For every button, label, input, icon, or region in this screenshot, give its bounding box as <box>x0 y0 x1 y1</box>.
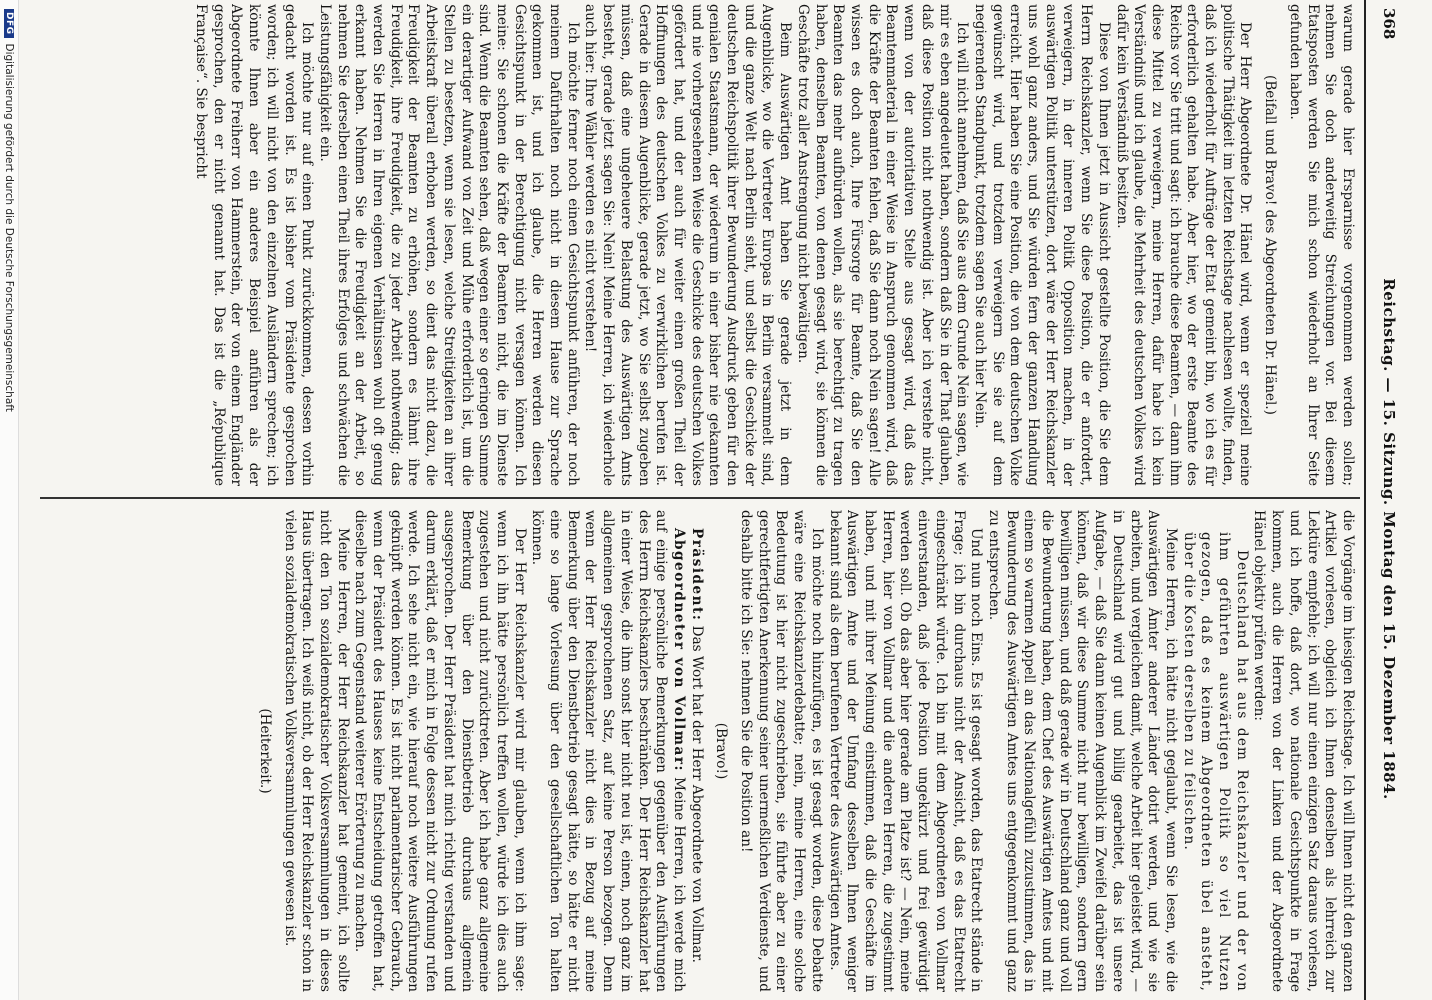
dfg-logo: DFG <box>4 9 14 38</box>
page-header <box>1368 0 1398 1000</box>
paragraph: Der Herr Reichskanzler wird mir glauben, wenn ich ihm sage: wenn ich ihn hätte persönlich treffen wollen, würde ich dies auch zugestehen und nicht zurücktreten. Aber ich habe ganz allgemeine Bemerkung über den Dienstbetrieb durchaus allgemein ausgesprochen. Der Herr Präsident hat mich richtig verstanden und darum erklärt, daß er mich in Folge dessen nicht zur Ordnung rufen werde. Ich sehe nicht ein, wie hierauf noch weitere Ausführungen geknüpft werden können. Es ist nicht parlamentarischer Gebrauch, wenn der Präsident des Hauses keine Entscheidung getroffen hat, dieselbe nach zum Gegenstand weiterer Erörterung zu machen. <box>352 510 528 992</box>
stage-direction: (Heiterkeit.) <box>256 708 273 794</box>
header-rule <box>1364 0 1366 1000</box>
paragraph: Diese von Ihnen jetzt in Aussicht gestellte Position, die Sie dem Herrn Reichskanzler, wenn Sie diese Position, die er anfordert, verweigern, in der inneren Politik Opposition machen, in der auswärtigen Politik unterstützen, dort wäre der Herr Reichskanzler uns wohl ganz anders, und Sie würden fern der ganzen Handlung erreicht. Hier haben Sie eine Position, die von dem deutschen Volke gewünscht wird, und trotzdem verweigern Sie sie auf dem negierenden Standpunkt, trotzdem sagen Sie auch hier Nein. <box>971 4 1112 486</box>
speech-text: Meine Herren, ich werde mich auf einige persönliche Bemerkungen gegenüber den Ausführungen des Herrn Reichskanzlers beschränken. Der Herr Reichskanzler hat in einer Weise, die ihm sonst hier nicht neu ist, einen, noch ganz im allgemeinen gesprochenen Satz, auf keine Person bezogen. Denn wenn der Herr Reichskanzler nicht dies in Bezug auf meine Bemerkung über den Dienstbetrieb gesagt hätte, so hätte er nicht eine so lange Vorlesung über den gesellschaftlichen Ton halten können. <box>529 510 687 992</box>
digitization-credit: Digitalisierung gefördert durch die Deutsche Forschungsgemeinschaft <box>3 43 15 412</box>
stage-direction: (Beifall und Bravo! des Abgeordneten Dr. Hänel.) <box>1262 75 1279 415</box>
paragraph: die Vorgänge im hiesigen Reichstage. Ich will Ihnen nicht den ganzen Artikel vorlesen, obgleich ich Ihnen denselben als lehrreich zur Lektüre empfehle; ich will nur einen einzigen Satz daraus vorlesen, und ich hoffe, daß dort, wo nationale Gesichtspunkte in Frage kommen, auch die Herren von der Linken und der Abgeordnete Hänel objektiv prüfen werden: <box>1251 510 1356 992</box>
page-number: 368 <box>1380 8 1398 40</box>
paragraph: Ich möchte nur auf einen Punkt zurückkommen, dessen vorhin gedacht worden ist. Es ist bisher vom Präsidente gesprochen worden; ich will nicht von den einzelnen Ausländern sprechen; ich könnte Ihnen aber ein anderes Beispiel anführen als der Abgeordnete Freiherr von Hammerstein, der von einem Engländer gesprochen, den er nicht genannt hat. Das ist die „République Française“. Sie bespricht <box>193 4 316 486</box>
paragraph: Ich möchte ferner noch einen Gesichtspunkt anführen, der noch meinem Dafürhalten noch nicht in diesem Hause zur Sprache gekommen ist, und ich glaube, die Herren werden diesen Gesichtspunkt in der Berechtigung nicht versagen können. Ich meine: Sie schonen die Kräfte der Beamten nicht, die im Dienste sind. Wenn die Beamten sehen, daß wegen einer so geringen Summe ein derartiger Aufwand von Zeit und Mühe erforderlich ist, um die Stellen zu besetzen, wenn sie lesen, welche Streitigkeiten an ihrer Arbeitskraft überall erhoben werden, so dient das nicht dazu, die Freudigkeit der Beamten zu erhöhen, sondern es lähmt ihre Freudigkeit, ihre Freudigkeit, die zu jeder Arbeit nothwendig; das werden Sie Herren in Ihren eigenen Verhältnissen wohl oft genug erkannt haben. Nehmen Sie die Freudigkeit an der Arbeit, so nehmen Sie derselben einen Theil ihres Erfolges und schwächen die Leistungsfähigkeit ein. <box>316 4 581 486</box>
speech-text: Das Wort hat der Herr Abgeordnete von Vollmar. <box>688 625 705 963</box>
quotation: Deutschland hat aus dem Reichskanzler und der von ihm geführten auswärtigen Politik so viel Nutzen gezogen, daß es keinem Abgeordneten übel ansteht, über die Kosten derselben zu feilschen. <box>1180 532 1250 992</box>
paragraph: Der Herr Abgeordnete Dr. Hänel wird, wenn er speziell meine politische Thätigkeit im letzten Reichstage nachlesen wollte, finden, daß ich wiederholt für Aufträge der Etat gemeint bin, wo ich es für erforderlich gehalten habe. Aber hier, wo der erste Beamte des Reichs vor Sie tritt und sagt: ich brauche diese Beamten, — dann ihm diese Mittel zu verweigern, meine Herren, dafür habe ich kein Verständniß und ich glaube, die Mehrheit des deutschen Volkes wird dafür kein Verständniß besitzen. <box>1113 4 1254 486</box>
speaker-name: Abgeordneter von Vollmar: <box>670 528 687 773</box>
column-divider <box>40 497 1360 499</box>
paragraph: Ich möchte noch hinzufügen, es ist gesagt worden, diese Debatte wäre eine Reichskanzlerdebatte; nein, meine Herren, eine solche Bedeutung ist hier nicht zugeschrieben, sie führte aber zu einer gerechtfertigten Anerkennung seiner unermeßlichen Verdienste, und deshalb bitte ich Sie: nehmen Sie die Position an! <box>738 510 825 992</box>
speaker-paragraph <box>528 510 687 992</box>
speaker-name: Präsident: <box>688 528 705 622</box>
paragraph: warum gerade hier Ersparnisse vorgenommen werden sollen; nehmen Sie doch anderweitig Streichungen vor. Bei diesem Etatsposten werden Sie mich schon wiederholt an Ihrer Seite gefunden haben. <box>1286 4 1356 486</box>
paragraph: Meine Herren, ich hätte nicht geglaubt, wenn Sie lesen, wie die Auswärtigen Ämter anderer Länder dotirt werden, und wie sie arbeiten, und vergleichen damit, welche Arbeit hier geleistet wird, — in Deutschland wird gut und billig gearbeitet, das ist unsere Aufgabe, — daß Sie dann keinen Augenblick im Zweifel darüber sein können, daß wir diese Summe nicht nur bewilligen, sondern gern bewilligen müssen, und daß gerade wir in Deutschland ganz und voll die Bewunderung haben, dem Chef des Auswärtigen Amtes und mit einem so warmen Appell an das Nationalgefühl zuzustimmen, das in Bewunderung des Auswärtigen Amtes uns entgegenkommt und ganz zu entsprechen. <box>985 510 1179 992</box>
paragraph: Und nun noch Eins. Es ist gesagt worden, das Etatrecht stände in Frage; ich bin durchaus nicht der Ansicht, daß es das Etatrecht eingeschränkt würde. Ich bin mit dem Abgeordneten von Vollmar einverstanden, daß jede Position ungekürzt und frei gewürdigt werden soll. Ob das aber hier gerade am Platze ist? — Nein, meine Herren, hier von Vollmar und die anderen Herren, die zugestimmt haben, und mit ihrer Meinung einstimmen, daß die Geschäfte im Auswärtigen Amte und der Umfang desselben Ihnen weniger bekannt sind als dem berufenen Vertreter des Auswärtigen Amtes. <box>826 510 985 992</box>
digitization-credit-strip <box>0 0 19 1000</box>
stage-direction: (Bravo!) <box>713 722 730 780</box>
rotated-document-page <box>26 0 1406 1000</box>
paragraph: Meine Herren, der Herr Reichskanzler hat gemeint, ich sollte nicht den Ton sozialdemokratischer Volksversammlungen in dieses Haus übertragen. Ich weiß nicht, ob der Herr Reichskanzler schon in vielen sozialdemokratischen Volksversammlungen gewesen ist. <box>281 510 351 992</box>
running-title: Reichstag. — 15. Sitzung. Montag den 15. Dezember 1884. <box>1380 278 1398 800</box>
right-column <box>36 510 1356 992</box>
speaker-paragraph <box>687 510 705 992</box>
left-column <box>36 4 1356 486</box>
paragraph: Ich will nicht annehmen, daß Sie aus dem Grunde Nein sagen, wie mir es eben angedeutet haben, sondern daß Sie in der That glauben, daß diese Position nicht nothwendig ist. Aber ich verstehe nicht, wenn von der autoritativen Stelle aus gesagt wird, daß das Beamtenmaterial in einer Weise in Anspruch genommen wird, daß die Kräfte der Beamten fehlen, daß Sie dann noch Nein sagen! Alle wissen es doch auch, Ihre Fürsorge für Beamte, daß Sie den Beamten das mehr aufbürden wollen, als sie berechtigt zu tragen haben, denselben Beamten, von denen gesagt wird, sie können die Geschäfte trotz aller Anstrengung nicht bewältigen. <box>794 4 971 486</box>
paragraph: Beim Auswärtigen Amt haben Sie gerade jetzt in dem Augenblicke, wo die Vertreter Europas in Berlin versammelt sind, und die ganze Welt nach Berlin sieht, und selbst die Geschicke der deutschen Reichspolitik ihrer Bewunderung Ausdruck geben für den genialen Staatsmann, der wiederum in einer bisher nie gekannten und nie vorhergesehenen Weise die Geschicke des deutschen Volkes gefördert hat, und der auch für weiter einen großen Theil der Hoffnungen des deutschen Volkes zu verwirklichen berufen ist. Gerade in diesem Augenblicke, gerade jetzt, wo Sie selbst zugeben müssen, daß eine ungeheuere Belastung des Auswärtigen Amts besteht, gerade jetzt sagen Sie: Nein! Meine Herren, ich wiederhole auch hier: Ihre Wähler werden es nicht verstehen! <box>582 4 794 486</box>
